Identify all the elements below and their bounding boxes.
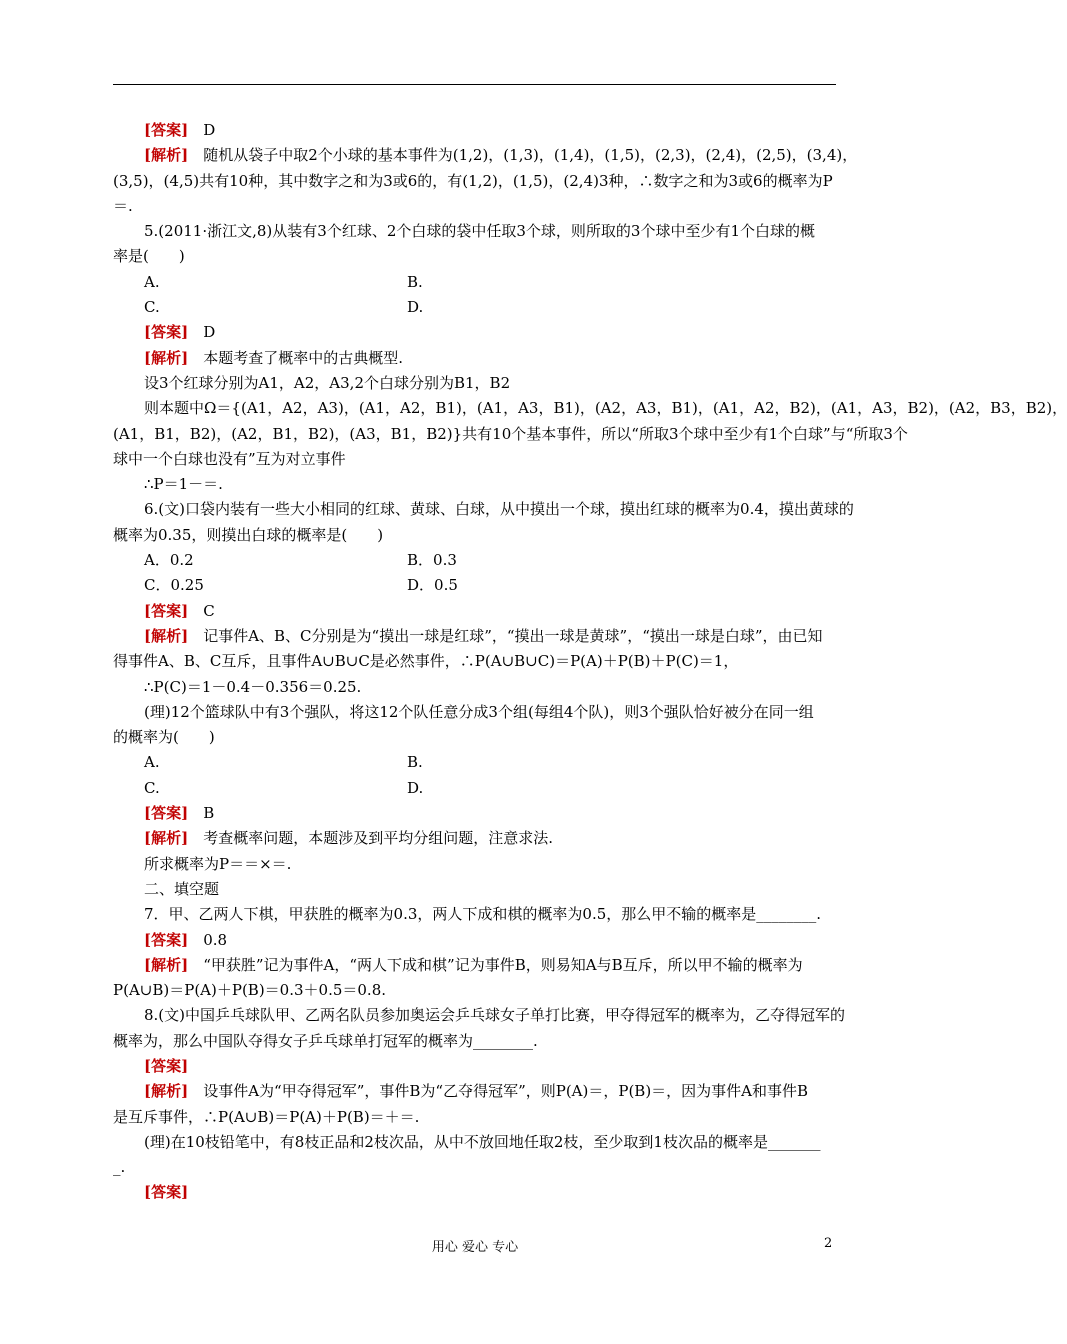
text-line: [113, 194, 841, 219]
text-line: [113, 675, 841, 700]
option-right: B．0.3: [407, 551, 457, 570]
line-text: P(A∪B)＝P(A)＋P(B)＝0.3＋0.5＝0.8.: [113, 981, 387, 1000]
text-line: [113, 422, 908, 447]
text-line: [113, 1130, 841, 1155]
option-right: D.: [407, 298, 424, 317]
text-line: [113, 244, 841, 269]
text-line: [113, 902, 841, 927]
answer-tag: [解析]: [144, 829, 189, 848]
answer-tag: [答案]: [144, 1183, 189, 1202]
line-text: 随机从袋子中取2个小球的基本事件为(1,2)，(1,3)，(1,4)，(1,5)，(2,3)，(2,4)，(2,5)，(3,4)，: [188, 146, 858, 165]
answer-tag: [解析]: [144, 348, 189, 367]
line-text: 概率为，那么中国队夺得女子乒乓球单打冠军的概率为________.: [113, 1031, 538, 1050]
text-line: [113, 118, 841, 143]
answer-tag: [解析]: [144, 1082, 189, 1101]
line-text: (3,5)，(4,5)共有10种，其中数字之和为3或6的，有(1,2)，(1,5)，(2,4)3种，∴数字之和为3或6的概率为P: [113, 171, 833, 190]
text-line: [113, 725, 841, 750]
line-text: 6.(文)口袋内装有一些大小相同的红球、黄球、白球，从中摸出一个球，摸出红球的概率为0.4，摸出黄球的: [144, 500, 854, 519]
option-left: C．0.25: [144, 576, 204, 595]
footer-text: 用心 爱心 专心: [431, 1240, 519, 1255]
option-right: D.: [407, 778, 424, 797]
answer-tag: [答案]: [144, 930, 189, 949]
answer-tag: [解析]: [144, 626, 189, 645]
text-line: [113, 877, 841, 902]
text-line: [113, 320, 841, 345]
line-text: 所求概率为P＝＝×＝.: [144, 854, 292, 873]
option-right: B.: [407, 272, 423, 291]
answer-tag: [解析]: [144, 955, 189, 974]
answer-tag: [答案]: [144, 121, 189, 139]
text-line: [113, 852, 841, 877]
line-text: 设事件A为“甲夺得冠军”，事件B为“乙夺得冠军”，则P(A)＝，P(B)＝，因为事件A和事件B: [188, 1082, 809, 1101]
text-line: [113, 472, 841, 497]
line-text: 5.(2011·浙江文,8)从装有3个红球、2个白球的袋中任取3个球，则所取的3个球中至少有1个白球的概: [144, 222, 815, 241]
option-row: [113, 776, 841, 801]
option-left: A.: [144, 272, 160, 291]
line-text: ＝.: [113, 196, 133, 215]
answer-tag: [解析]: [144, 146, 189, 165]
text-line: [113, 978, 841, 1003]
text-line: [113, 1155, 841, 1180]
page-number: 2: [824, 1236, 833, 1251]
text-line: [113, 826, 841, 851]
line-text: 概率为0.35，则摸出白球的概率是( ): [113, 525, 384, 544]
text-line: [113, 523, 841, 548]
answer-tag: [答案]: [144, 601, 189, 620]
line-text: ∴P＝1－＝.: [144, 475, 223, 494]
option-left: C.: [144, 778, 160, 797]
answer-tag: [答案]: [144, 1056, 189, 1075]
text-line: [113, 396, 1067, 421]
text-line: [113, 346, 841, 371]
line-text: 是互斥事件，∴P(A∪B)＝P(A)＋P(B)＝＋＝.: [113, 1107, 420, 1126]
answer-tag: [答案]: [144, 804, 189, 823]
option-row: [113, 548, 841, 573]
text-line: [113, 624, 841, 649]
text-line: [113, 143, 858, 168]
option-left: A．0.2: [144, 551, 194, 570]
line-text: D: [188, 121, 216, 139]
line-text: 率是( ): [113, 247, 185, 266]
line-text: 得事件A、B、C互斥，且事件A∪B∪C是必然事件，∴P(A∪B∪C)＝P(A)＋P(B)＋P(C)＝1，: [113, 652, 739, 671]
text-line: [113, 1079, 841, 1104]
line-text: 则本题中Ω＝{(A1，A2，A3)，(A1，A2，B1)，(A1，A3，B1)，(A2，A3，B1)，(A1，A2，B2)，(A1，A3，B2)，(A2，B3，B2)，: [144, 399, 1067, 418]
line-text: (A1，B1，B2)，(A2，B1，B2)，(A3，B1，B2)}共有10个基本事件，所以“所取3个球中至少有1个白球”与“所取3个: [113, 424, 908, 443]
line-text: 7．甲、乙两人下棋，甲获胜的概率为0.3，两人下成和棋的概率为0.5，那么甲不输的概率是________.: [144, 905, 822, 924]
line-text: D: [188, 323, 216, 342]
text-line: [113, 801, 841, 826]
text-line: [113, 1105, 841, 1130]
line-text: 球中一个白球也没有”互为对立事件: [113, 449, 346, 468]
text-line: [113, 169, 841, 194]
line-text: “甲获胜”记为事件A，“两人下成和棋”记为事件B，则易知A与B互斥，所以甲不输的概率为: [188, 955, 803, 974]
header-rule: [113, 84, 836, 85]
line-text: 0.8: [188, 930, 228, 949]
option-left: A.: [144, 753, 160, 772]
option-right: B.: [407, 753, 423, 772]
text-line: [113, 1054, 841, 1079]
text-line: [113, 1003, 846, 1028]
line-text: (理)在10枝铅笔中，有8枝正品和2枝次品，从中不放回地任取2枝，至少取到1枝次品的概率是_______: [144, 1132, 821, 1151]
text-line: [113, 447, 841, 472]
answer-tag: [答案]: [144, 323, 189, 342]
option-left: C.: [144, 298, 160, 317]
line-text: 记事件A、B、C分别是为“摸出一球是红球”，“摸出一球是黄球”，“摸出一球是白球”，由已知: [188, 626, 823, 645]
option-row: [113, 270, 841, 295]
line-text: 二、填空题: [144, 879, 220, 898]
line-text: 本题考查了概率中的古典概型.: [188, 348, 403, 367]
text-line: [113, 953, 841, 978]
line-text: ∴P(C)＝1－0.4－0.356＝0.25.: [144, 677, 362, 696]
option-row: [113, 750, 841, 775]
text-line: [113, 497, 854, 522]
text-line: [113, 928, 841, 953]
option-row: [113, 295, 841, 320]
line-text: (理)12个篮球队中有3个强队，将这12个队任意分成3个组(每组4个队)，则3个强队恰好被分在同一组: [144, 702, 814, 721]
text-line: [113, 599, 841, 624]
line-text: 8.(文)中国乒乓球队甲、乙两名队员参加奥运会乒乓球女子单打比赛，甲夺得冠军的概率为，乙夺得冠军的: [144, 1006, 846, 1025]
text-line: [113, 371, 841, 396]
line-text: 考查概率问题，本题涉及到平均分组问题，注意求法.: [188, 829, 553, 848]
text-line: [113, 649, 841, 674]
text-line: [113, 219, 841, 244]
text-line: [113, 1029, 841, 1054]
line-text: _.: [113, 1158, 126, 1177]
option-right: D．0.5: [407, 576, 458, 595]
line-text: C: [188, 601, 215, 620]
line-text: 设3个红球分别为A1，A2，A3,2个白球分别为B1，B2: [144, 373, 511, 392]
option-row: [113, 573, 841, 598]
page-content: [113, 118, 1067, 1206]
line-text: B: [188, 804, 215, 823]
line-text: 的概率为( ): [113, 728, 215, 747]
text-line: [113, 700, 841, 725]
text-line: [113, 1180, 841, 1205]
